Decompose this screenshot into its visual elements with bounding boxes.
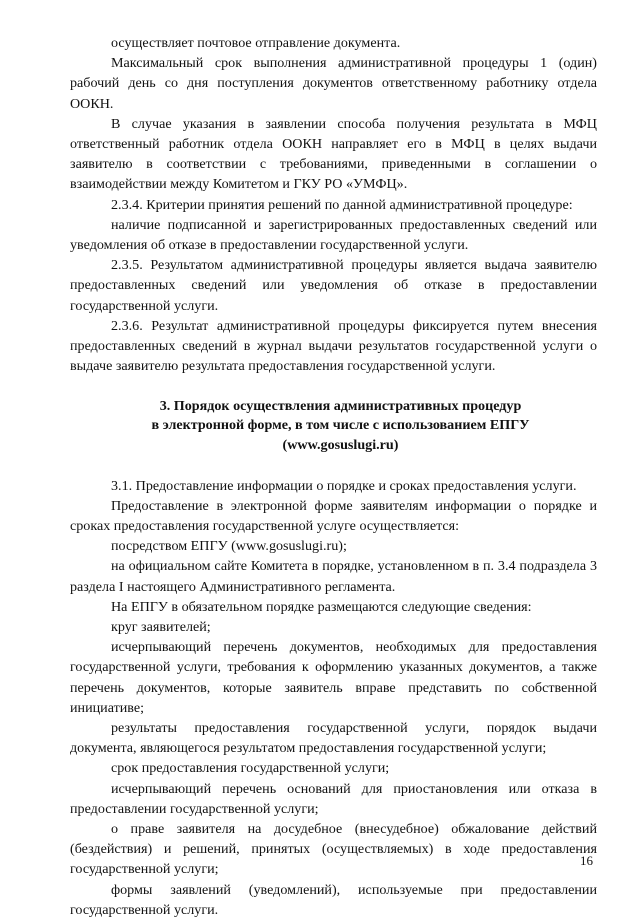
paragraph: круг заявителей;	[111, 619, 211, 636]
paragraph: о праве заявителя на досудебное (внесудебное) обжалование действий (бездействия) и решений, принятых (осуществляемых) в ходе предоставления государственной услуги;	[70, 821, 597, 878]
spacer	[70, 455, 597, 475]
paragraph: результаты предоставления государственной услуги, порядок выдачи документа, являющегося результатом предоставления государственной услуги;	[70, 720, 597, 757]
paragraph: На ЕПГУ в обязательном порядке размещаются следующие сведения:	[111, 598, 532, 615]
paragraph: 2.3.4. Критерии принятия решений по данной административной процедуре:	[111, 196, 573, 213]
paragraph: 3.1. Предоставление информации о порядке и сроках предоставления услуги.	[111, 477, 577, 494]
paragraph: срок предоставления государственной услуги;	[111, 760, 390, 777]
paragraph: исчерпывающий перечень оснований для приостановления или отказа в предоставлении государственной услуги;	[70, 780, 597, 817]
paragraph: наличие подписанной и зарегистрированных предоставленных сведений или уведомления об отказе в предоставлении государственной услуги.	[70, 216, 597, 254]
paragraph: 2.3.5. Результатом административной процедуры является выдача заявителю предоставленных сведений или уведомления об отказе в предоставлении государственной услуги.	[70, 257, 597, 314]
paragraph: на официальном сайте Комитета в порядке, установленном в п. 3.4 подраздела 3 раздела I настоящего Административного регламента.	[70, 558, 597, 595]
paragraph: Максимальный срок выполнения административной процедуры 1 (один) рабочий день со дня поступления документов ответственному работнику отдела ООКН.	[70, 55, 597, 112]
paragraph: В случае указания в заявлении способа получения результата в МФЦ ответственный работник отдела ООКН направляет его в МФЦ в целях выдачи заявителю в соответствии с требованиями, приведенными в соглашении о взаимодействии между Комитетом и ГКУ РО «УМФЦ».	[70, 115, 597, 193]
paragraph: 2.3.6. Результат административной процедуры фиксируется путем внесения предоставленных сведений в журнал выдачи результатов государственной услуги о выдаче заявителю результата предоставления государственной услуги.	[70, 317, 597, 375]
heading-line-2: в электронной форме, в том числе с использованием ЕПГУ	[151, 417, 530, 434]
paragraph: посредством ЕПГУ (www.gosuslugi.ru);	[111, 538, 347, 555]
heading-line-3: (www.gosuslugi.ru)	[282, 436, 399, 453]
paragraph: осуществляет почтовое отправление документа.	[111, 35, 401, 51]
page-number: 16	[580, 853, 593, 868]
paragraph: формы заявлений (уведомлений), используемые при предоставлении государственной услуги.	[70, 881, 597, 918]
heading-line-1: 3. Порядок осуществления административных процедур	[159, 397, 522, 414]
spacer	[70, 376, 597, 396]
paragraph: исчерпывающий перечень документов, необходимых для предоставления государственной услуги, требования к оформлению указанных документов, а также перечень документов, которые заявитель вправе представить по собственной инициативе;	[70, 639, 597, 716]
paragraph: Предоставление в электронной форме заявителям информации о порядке и сроках предоставления государственной услуге осуществляется:	[70, 497, 597, 535]
section-heading	[70, 397, 597, 456]
